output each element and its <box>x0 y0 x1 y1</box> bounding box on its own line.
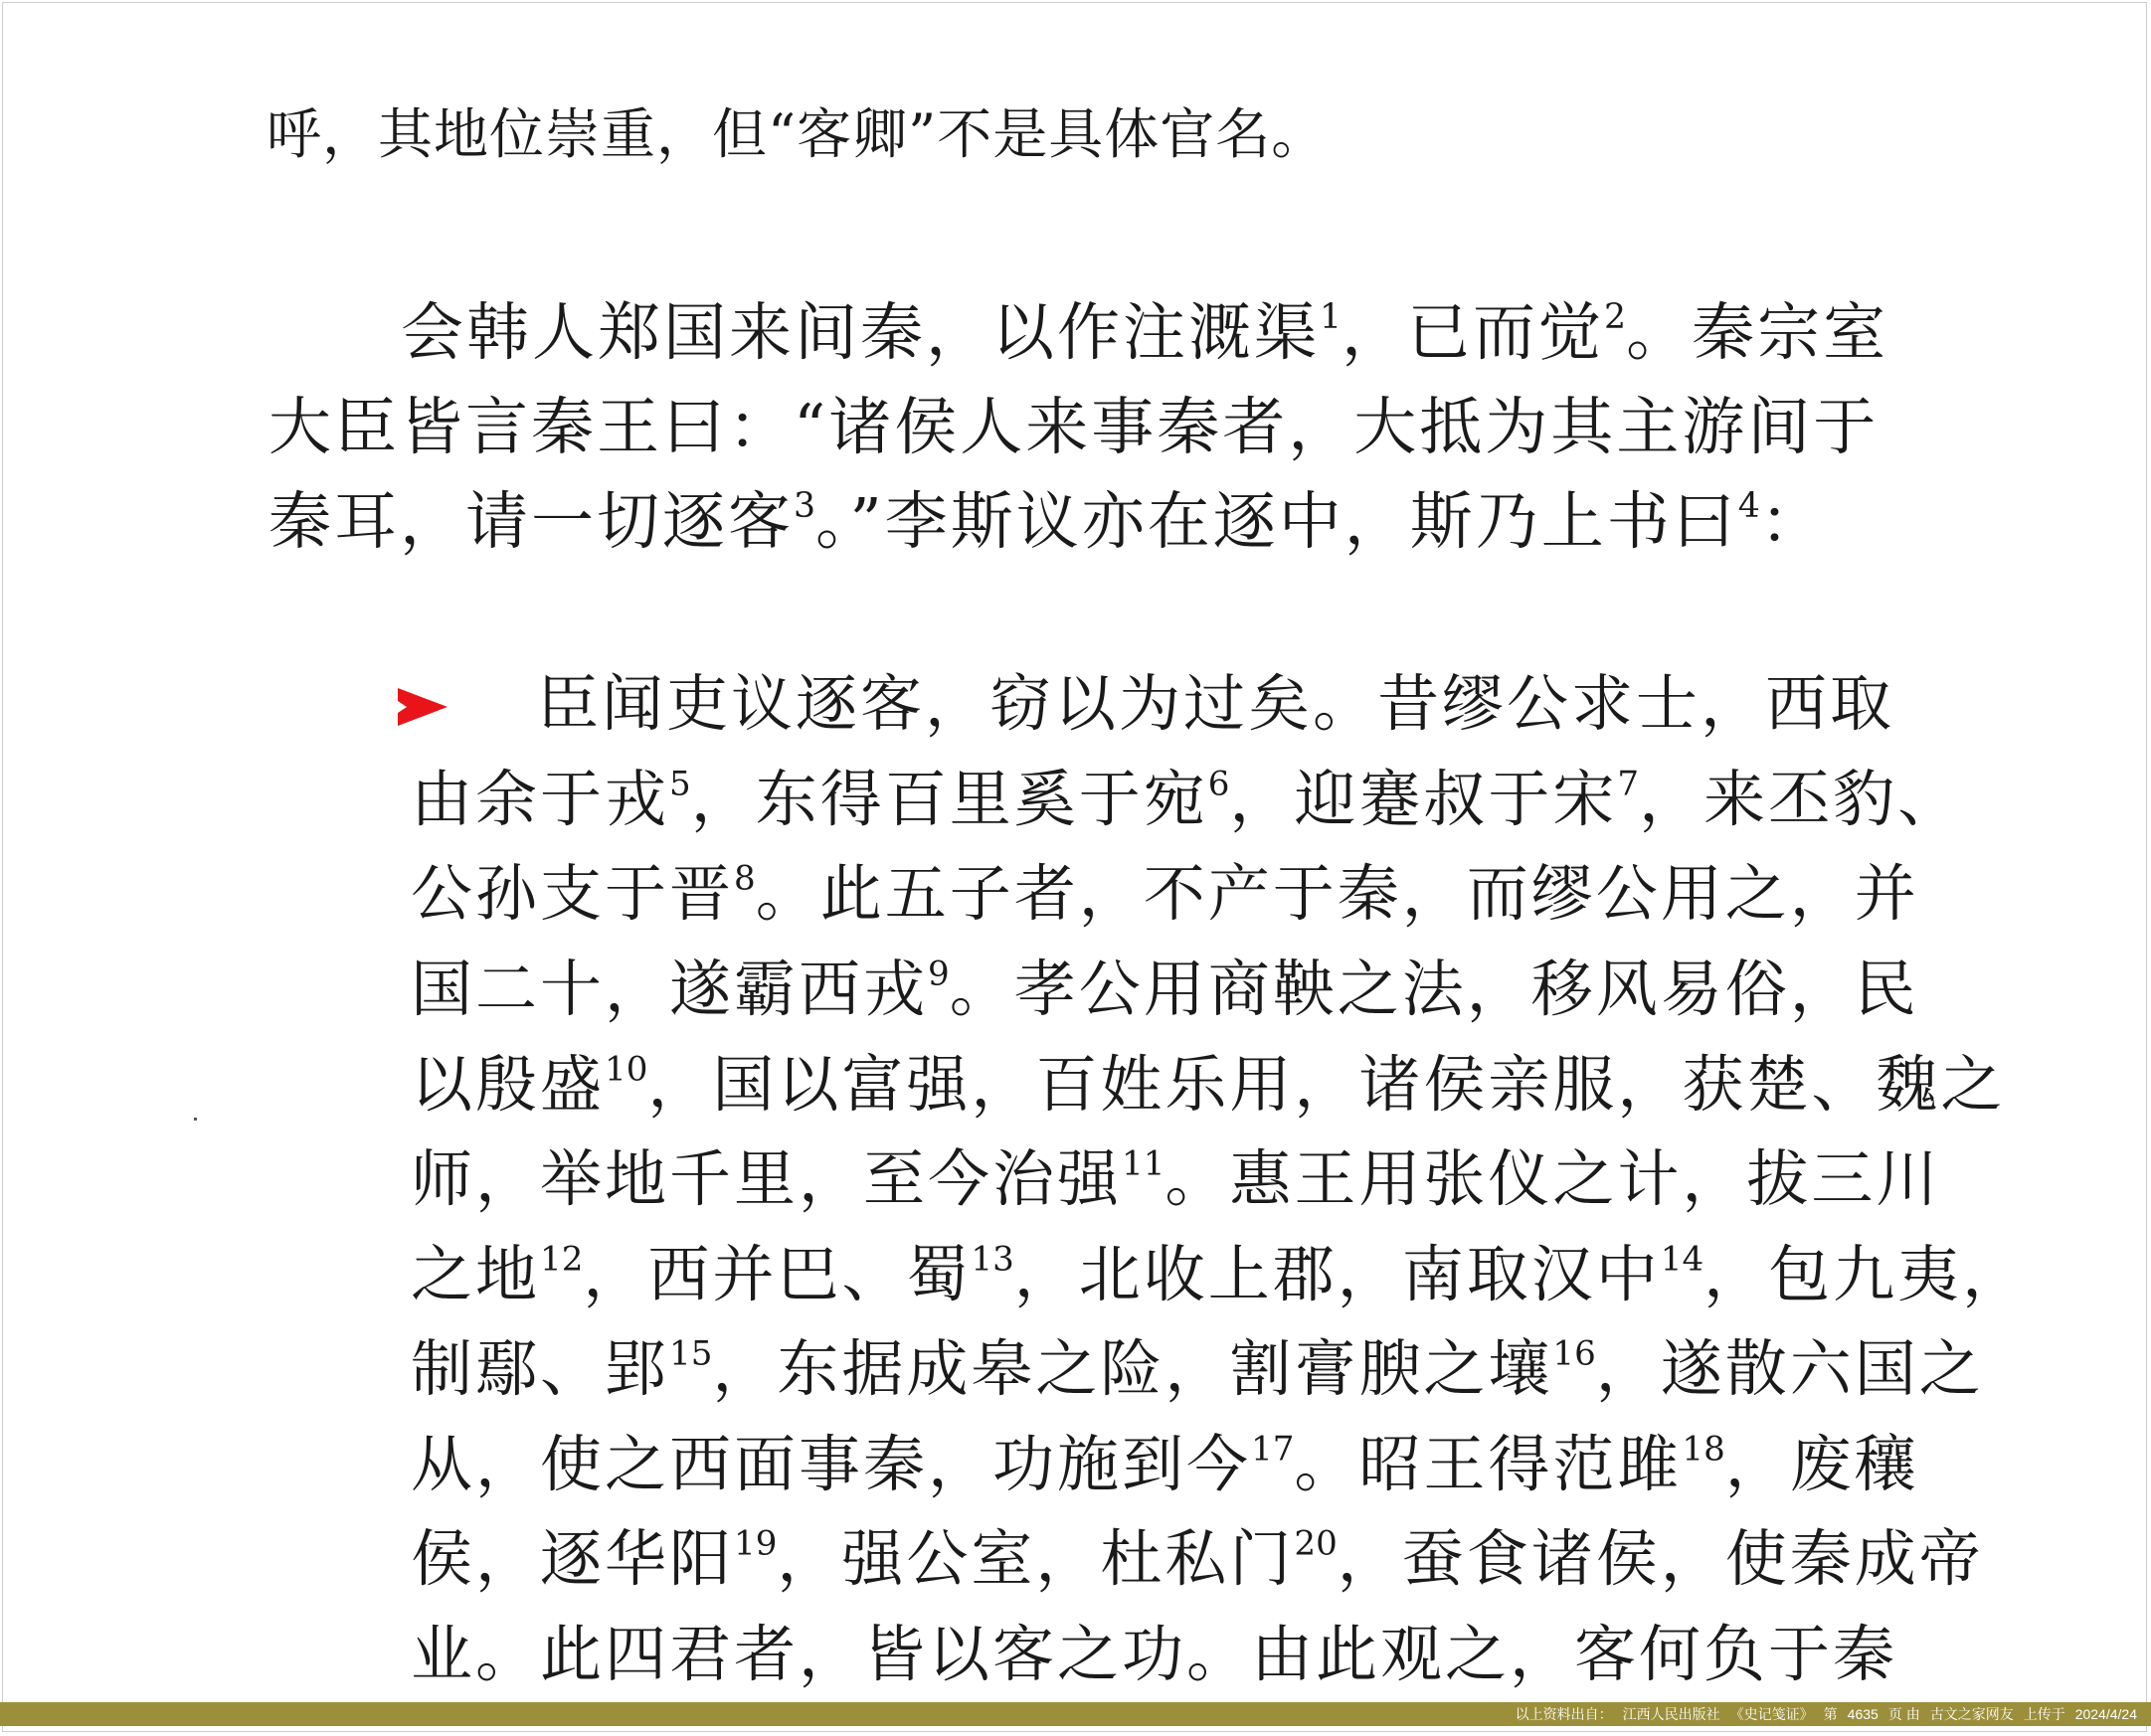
para2-line7: 之地$^{12}$，西并巴、蜀$^{13}$，北收上郡，南取汉中$^{14}$，包九夷， <box>411 1238 2028 1310</box>
para2-line11: 业。此四君者，皆以客之功。由此观之，客何负于秦 <box>411 1618 1898 1690</box>
footnote-ref[interactable]: 17 <box>1251 1429 1295 1470</box>
footer-bar <box>0 1702 2151 1726</box>
footnote-ref[interactable]: 4 <box>1737 486 1760 527</box>
footnote-ref[interactable]: 15 <box>669 1333 713 1374</box>
footnote-ref[interactable]: 14 <box>1660 1239 1704 1280</box>
footnote-ref[interactable]: 12 <box>540 1239 584 1280</box>
para2-line10: 侯，逐华阳$^{19}$，强公室，杜私门$^{20}$，蚕食诸侯，使秦成帝 <box>411 1522 1984 1595</box>
footer-page-suffix: 页 由 <box>1887 1706 1920 1722</box>
para2-line9: 从，使之西面事秦，功施到今$^{17}$。昭王得范雎$^{18}$，废穰 <box>411 1428 1919 1500</box>
footnote-ref[interactable]: 3 <box>794 486 816 527</box>
footer-publisher: 江西人民出版社 <box>1622 1706 1720 1722</box>
para1-line2: 大臣皆言秦王曰：“诸侯人来事秦者，大抵为其主游间于 <box>269 391 1880 463</box>
footnote-ref[interactable]: 5 <box>669 764 691 804</box>
footer-source-label: 以上资料出自： <box>1515 1706 1613 1722</box>
footnote-ref[interactable]: 20 <box>1294 1523 1338 1564</box>
footer-page-prefix: 第 <box>1823 1706 1838 1722</box>
footnote-ref[interactable]: 2 <box>1604 297 1627 338</box>
footnote-ref[interactable]: 8 <box>734 858 756 899</box>
para1-line3: 秦耳，请一切逐客$^3$。”李斯议亦在逐中，斯乃上书曰$^4$： <box>269 485 1826 558</box>
footer-book-title[interactable]: 《史记笺证》 <box>1729 1706 1814 1722</box>
top-text-line: 呼，其地位崇重，但“客卿”不是具体官名。 <box>267 102 1328 166</box>
footer-date: 2024/4/24 <box>2074 1706 2137 1722</box>
arrow-notch <box>398 701 407 713</box>
footer-upload-label: 上传于 <box>2023 1706 2065 1722</box>
para2-line8: 制鄢、郢$^{15}$，东据成皋之险，割膏腴之壤$^{16}$，遂散六国之 <box>411 1332 1984 1405</box>
footer-source-text <box>1506 1705 2137 1723</box>
footer-page-number: 4635 <box>1847 1706 1879 1722</box>
para2-line6: 师，举地千里，至今治强$^{11}$。惠王用张仪之计，拔三川 <box>411 1142 1941 1215</box>
footnote-ref[interactable]: 6 <box>1207 764 1230 804</box>
para2-line4: 国二十，遂霸西戎$^9$。孝公用商鞅之法，移风易俗，民 <box>411 953 1919 1025</box>
footnote-ref[interactable]: 19 <box>734 1523 778 1564</box>
para1-line1: 会韩人郑国来间秦，以作注溉渠$^1$，已而觉$^2$。秦宗室 <box>401 296 1889 369</box>
scan-speck <box>194 1118 197 1121</box>
footnote-ref[interactable]: 9 <box>928 954 950 994</box>
footnote-ref[interactable]: 1 <box>1320 297 1343 338</box>
footnote-ref[interactable]: 18 <box>1682 1429 1725 1470</box>
para2-line1: 臣闻吏议逐客，窃以为过矣。昔缪公求士，西取 <box>537 667 1895 740</box>
footnote-ref[interactable]: 16 <box>1552 1333 1596 1374</box>
footnote-ref[interactable]: 11 <box>1122 1143 1165 1184</box>
para2-line3: 公孙支于晋$^8$。此五子者，不产于秦，而缪公用之，并 <box>411 857 1919 930</box>
footnote-ref[interactable]: 13 <box>971 1239 1014 1280</box>
footer-uploader: 古文之家网友 <box>1929 1706 2014 1722</box>
footnote-ref[interactable]: 7 <box>1617 764 1640 804</box>
para2-line5: 以殷盛$^{10}$，国以富强，百姓乐用，诸侯亲服，获楚、魏之 <box>411 1048 2006 1121</box>
footnote-ref[interactable]: 10 <box>605 1049 648 1090</box>
para2-line2: 由余于戎$^5$，东得百里奚于宛$^6$，迎蹇叔于宋$^7$，来丕豹、 <box>411 763 1963 835</box>
